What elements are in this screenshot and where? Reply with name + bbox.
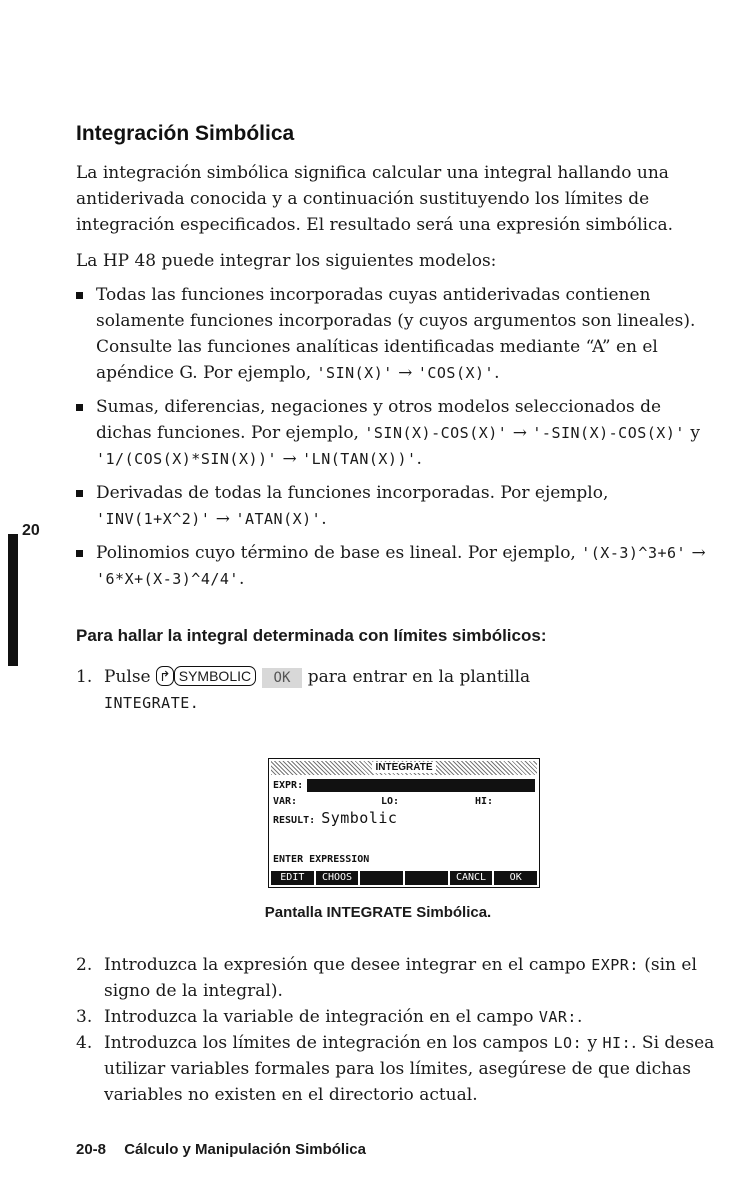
intro-paragraph: La integración simbólica significa calcular una integral hallando una antiderivada conocida y a continuación sustituyendo los límites de integración especificados. El resultado será una expresión simbólica. [76,163,674,235]
list-item: Todas las funciones incorporadas cuyas antiderivadas contienen solamente funciones incorporadas (y cuyos argumentos son lineales). Consulte las funciones analíticas identificadas mediante “A” en el apéndice G. Por ejemplo, 'SIN(X)' → 'COS(X)'. [76,282,706,386]
expr-label: EXPR: [273,780,304,791]
bullet-text: Polinomios cuyo término de base es lineal. Por ejemplo, [96,543,576,563]
hi-label: HI: [475,796,494,807]
result-label: RESULT: [273,815,316,826]
step-number: 3. [76,1007,93,1027]
page-number: 20-8 [76,1141,107,1158]
screen-title: INTEGRATE [372,762,435,773]
steps-list-b [76,952,716,1108]
step-number: 2. [76,955,93,975]
result-value: Symbolic [321,809,398,827]
expr-field-highlight [307,779,535,792]
models-intro: La HP 48 puede integrar los siguientes modelos: [76,251,497,271]
step-text: Introduzca los límites de integración en los campos [104,1033,549,1053]
code-example: 'LN(TAN(X))' [302,450,417,468]
page-footer [76,1141,366,1158]
chapter-number: 20 [22,522,40,539]
section-heading: Integración Simbólica [76,122,295,145]
list-item: Derivadas de todas la funciones incorporadas. Por ejemplo, 'INV(1+X^2)' → 'ATAN(X)'. [76,480,706,532]
step-text: Introduzca la variable de integración en el campo [104,1007,534,1027]
step-text: . Si desea utilizar variables formales para los límites, asegúrese de que dichas variables no existen en el directorio actual. [104,1033,715,1105]
list-item [76,1030,716,1108]
screen-prompt: ENTER EXPRESSION [273,854,370,865]
menu-key [360,871,403,885]
step-text: . [576,1007,583,1027]
symbolic-key: SYMBOLIC [174,666,256,686]
code-example: '(X-3)^3+6' [581,544,687,562]
code-example: '1/(COS(X)*SIN(X))' [96,450,278,468]
field-name: HI: [602,1034,632,1052]
list-item [76,952,716,1004]
step-text: Introduzca la expresión que desee integrar en el campo [104,955,586,975]
code-example: 'SIN(X)-COS(X)' [364,424,508,442]
conjunction: y [587,1033,598,1053]
step-number: 1. [76,667,93,687]
bullet-text: Sumas, diferencias, negaciones y otros modelos seleccionados de dichas funciones. Por ejemplo, [96,397,662,443]
arrow-glyph: → [691,543,706,563]
figure-caption: Pantalla INTEGRATE Simbólica. [264,904,492,921]
chapter-tab-bar [8,534,18,666]
right-shift-key: ↱ [156,666,174,686]
arrow-glyph: → [512,423,527,443]
code-example: 'SIN(X)' [316,364,393,382]
result-row [273,811,397,828]
field-name: VAR: [538,1008,577,1026]
code-example: '-SIN(X)-COS(X)' [532,424,685,442]
chapter-title: Cálculo y Manipulación Simbólica [124,1141,366,1158]
lo-label: LO: [381,796,400,807]
step-number: 4. [76,1033,93,1053]
ok-softkey: OK [262,668,303,688]
models-list [76,282,706,592]
arrow-glyph: → [398,363,413,383]
code-example: 'INV(1+X^2)' [96,510,211,528]
var-label: VAR: [273,796,298,807]
bullet-text: Todas las funciones incorporadas cuyas antiderivadas contienen solamente funciones incorporadas (y cuyos argumentos son lineales). Consulte las funciones analíticas identificadas mediante “A” en el apéndice G. Por ejemplo, [96,285,696,383]
menu-key: OK [494,871,537,885]
list-item [76,664,716,716]
screen-menu-bar [271,871,537,885]
list-item [76,1004,716,1030]
screen-title-bar [271,761,537,775]
field-name: LO: [553,1034,583,1052]
list-item: Sumas, diferencias, negaciones y otros modelos seleccionados de dichas funciones. Por ejemplo, 'SIN(X)-COS(X)' → '-SIN(X)-COS(X)' y '1/(COS(X)*SIN(X))' → 'LN(TAN(X))'. [76,394,706,472]
step-text: (sin el signo de la integral). [104,955,697,1001]
arrow-glyph: → [215,509,231,529]
menu-key: CANCL [450,871,493,885]
conjunction: y [690,423,700,443]
menu-key: CHOOS [316,871,359,885]
subheading: Para hallar la integral determinada con límites simbólicos: [76,626,547,645]
code-example: 'COS(X)' [417,364,495,382]
step-text: para entrar en la plantilla [307,667,531,687]
template-name: INTEGRATE. [104,694,200,712]
calculator-screen [268,758,540,888]
list-item: Polinomios cuyo término de base es lineal. Por ejemplo, '(X-3)^3+6' → '6*X+(X-3)^4/4'. [76,540,706,592]
code-example: '6*X+(X-3)^4/4' [96,570,239,588]
menu-key [405,871,448,885]
bullet-text: Derivadas de todas la funciones incorporadas. Por ejemplo, [96,483,609,503]
menu-key: EDIT [271,871,314,885]
arrow-glyph: → [282,449,297,469]
steps-list-a [76,664,716,716]
step-text: Pulse [104,667,151,687]
field-name: EXPR: [591,956,639,974]
code-example: 'ATAN(X)' [235,510,322,528]
